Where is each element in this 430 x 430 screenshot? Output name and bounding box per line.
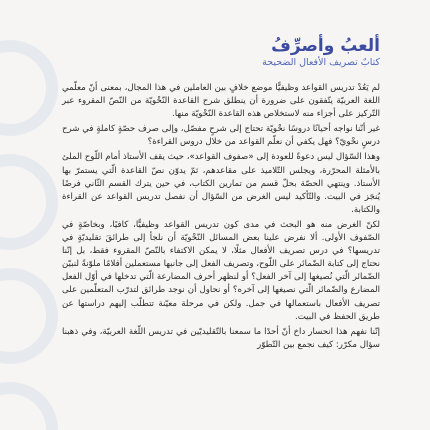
- body-text: [62, 82, 380, 354]
- paragraph: إنّنا نفهم هذا انحسار داخ أنّ أحدًا ما سمعنا بالتّقليديّين في تدريس اللّغة العربيّة، وفي ذهبنا سؤال مكرّر: كيف نجمع بين التّطوّر: [62, 326, 380, 350]
- decorative-ring: [0, 154, 58, 250]
- decorative-ring: [0, 40, 58, 136]
- paragraph: لم يَعُدْ تدريس القواعد وظيفيًّا موضع خلافٍ بين العاملين في هذا المجال، بمعنى أنّ معلّمي اللغة العربيّة يتّفقون على ضرورة أن ينطلق شرح القاعدة النّحْويّة من النّصّ المقروء عبر التّركيز على أجزاء منه لاستخلاص هذه القاعدة النّحْويّة منها.: [62, 83, 380, 120]
- page-subtitle: كتابٌ تصريف الأفعال الضحيحة: [262, 57, 380, 68]
- decorative-ring: [0, 268, 58, 364]
- decorative-rings: [0, 40, 52, 420]
- paragraph: وهذا السّؤال ليس دعوةً للعودة إلى «صفوف القواعد»، حيث يقف الأستاذ أمام اللّوح الملئ بالأمثلة المحرّرة، ويجلس التّلاميذ على مقاعدهم، ثمّ يدوّن نصّ القاعدة الّتي يستمرّ بها الأستاذ. وينتهي الحصّة بحلّ قسم من تمارين الكتاب، في حين يترك القسم الثّاني فرضًا يُنجَز في البيت. والتّأكيد ليس الغرض من السّؤال أن نفصل تدريس القواعد عن القراءة والكتابة.: [62, 152, 380, 215]
- page-header: [262, 36, 380, 68]
- paragraph: لكنّ الغرض منه هو البحث في مدى كون تدريس القواعد وظيفيًّا، كافيًا، وبخاصّةٍ في الصّفوف الأولى. ألا نفرض علينا بعض المسائل النّحْويّة أن نلجأ إلى طرائقَ تقليديّةٍ في تدريسها؟ في درس تصريف الأفعال مثلًا، لا يمكن الاكتفاء بالنّصّ المقروء فقط، بل إنّنا نحتاج إلى كتابة الضّمائر على اللّوح، وتصريف الفعل إلى جانبها مستعملين أقلامًا ملوّنةً لنبيّن الضّمائر الّتي نُصيغها إلى آخر الفعل؟ أو لنظهر أحرف المضارعة الّتي تدخلها في أوّل الفعل المضارع والضّمائر الّتي نصيغها إلى آخره؟ أو نحاول أن نوجد طرائق لتدرّب المتعلّمين على تصريف الأفعال باستعمالها في جمل. ولكن في مرحلة معيّنة تتطلّب إليهم دراستها عن طريق الحفظ في البيت.: [62, 219, 380, 322]
- decorative-ring: [0, 382, 58, 430]
- paragraph: غير أنّنا نواجه أحيانًا دروسًا نحْويّة تحتاج إلى شرحٍ مفصّل، وإلى صرف حصّةٍ كاملةٍ في شرح درسٍ نحْويّ؟ فهل يكفي أن نعلّم القواعد من خلال دروس القراءة؟: [62, 124, 380, 148]
- page-title: ألعبُ وأصرِّفُ: [271, 36, 380, 56]
